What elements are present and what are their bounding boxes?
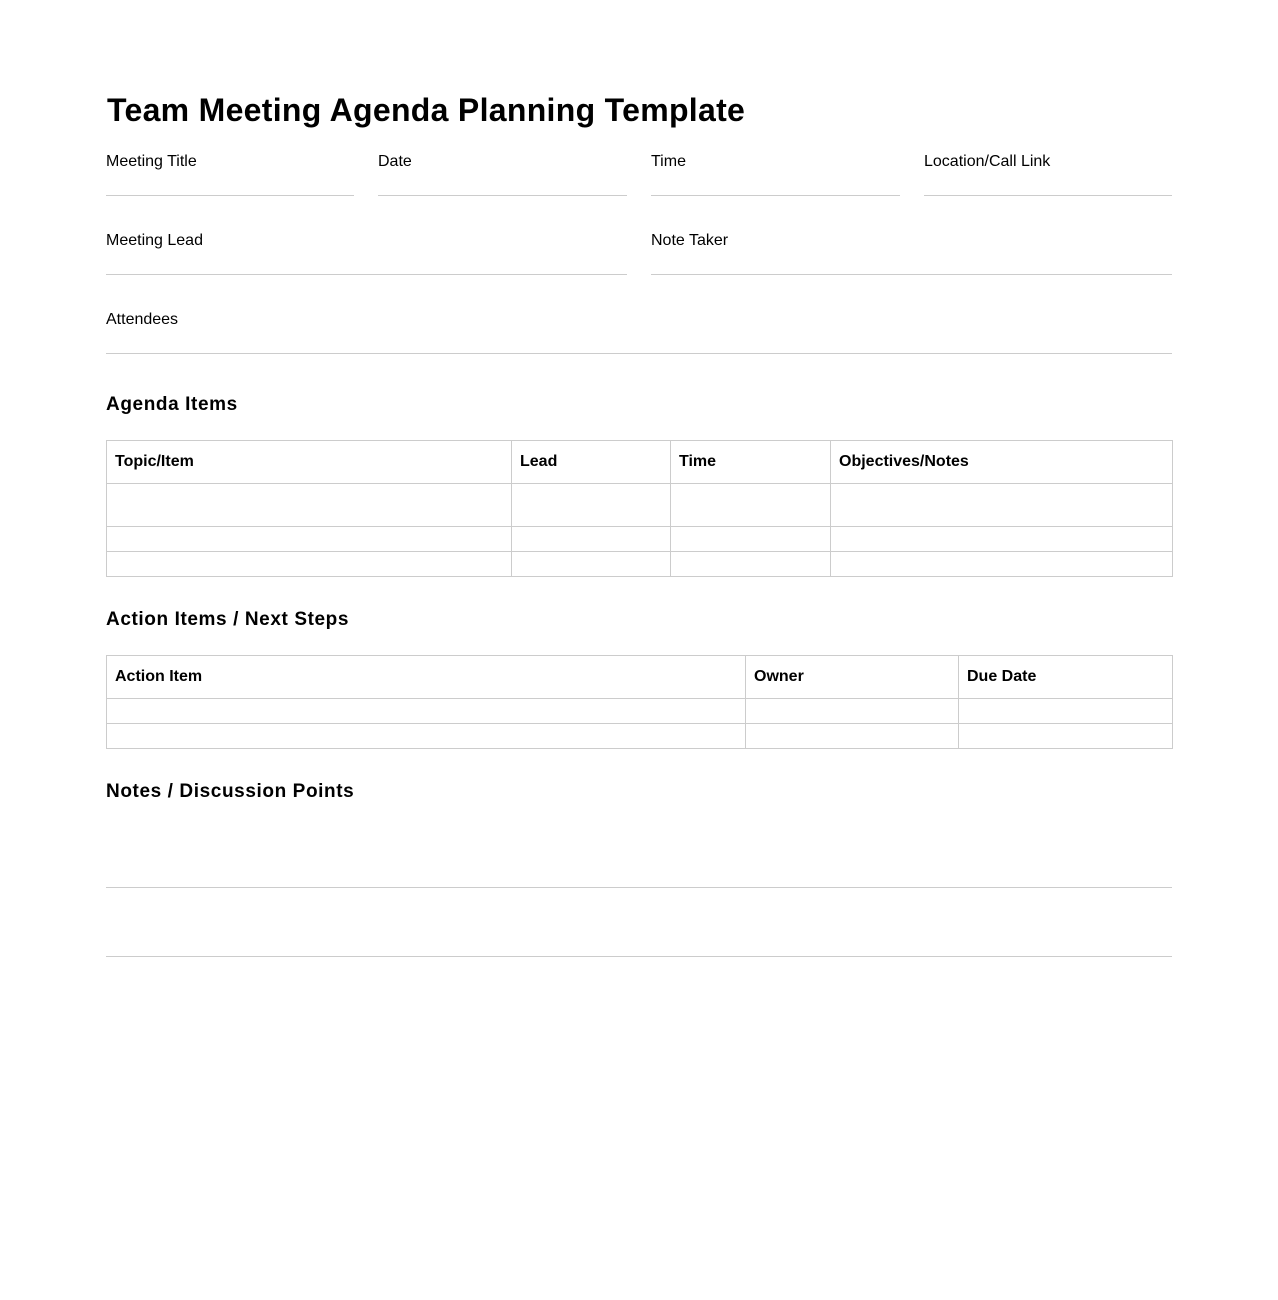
table-row [107,724,1173,749]
table-cell[interactable] [746,699,959,724]
table-row [107,484,1173,527]
table-cell[interactable] [107,724,746,749]
location-label: Location/Call Link [924,153,1051,170]
meeting-lead-label: Meeting Lead [106,232,203,249]
table-cell[interactable] [512,527,671,552]
agenda-heading: Agenda Items [106,394,238,415]
time-input-line[interactable] [651,195,900,196]
agenda-col-time: Time [671,441,831,484]
actions-table [106,655,1173,749]
table-cell[interactable] [671,527,831,552]
attendees-input-line[interactable] [106,353,1172,354]
meeting-title-label: Meeting Title [106,153,197,170]
table-cell[interactable] [831,527,1173,552]
agenda-col-notes: Objectives/Notes [831,441,1173,484]
table-row [107,699,1173,724]
note-taker-label: Note Taker [651,232,729,249]
actions-col-due: Due Date [959,656,1173,699]
actions-col-owner: Owner [746,656,959,699]
table-cell[interactable] [512,484,671,527]
table-cell[interactable] [746,724,959,749]
agenda-header-row [107,441,1173,484]
table-cell[interactable] [959,699,1173,724]
table-cell[interactable] [107,552,512,577]
table-cell[interactable] [107,484,512,527]
table-row [107,552,1173,577]
table-cell[interactable] [831,552,1173,577]
actions-col-item: Action Item [107,656,746,699]
meeting-lead-input-line[interactable] [106,274,627,275]
date-input-line[interactable] [378,195,627,196]
page-title: Team Meeting Agenda Planning Template [107,92,746,128]
actions-header-row [107,656,1173,699]
table-cell[interactable] [671,484,831,527]
table-cell[interactable] [671,552,831,577]
location-input-line[interactable] [924,195,1172,196]
date-label: Date [378,153,412,170]
table-cell[interactable] [107,527,512,552]
agenda-col-topic: Topic/Item [107,441,512,484]
table-cell[interactable] [959,724,1173,749]
attendees-label: Attendees [106,311,179,328]
agenda-table [106,440,1173,577]
table-cell[interactable] [107,699,746,724]
notes-line[interactable] [106,887,1172,888]
agenda-col-lead: Lead [512,441,671,484]
note-taker-input-line[interactable] [651,274,1172,275]
time-label: Time [651,153,686,170]
table-cell[interactable] [831,484,1173,527]
actions-heading: Action Items / Next Steps [106,609,350,630]
table-cell[interactable] [512,552,671,577]
meeting-title-input-line[interactable] [106,195,354,196]
notes-line[interactable] [106,956,1172,957]
table-row [107,527,1173,552]
notes-heading: Notes / Discussion Points [106,781,355,802]
